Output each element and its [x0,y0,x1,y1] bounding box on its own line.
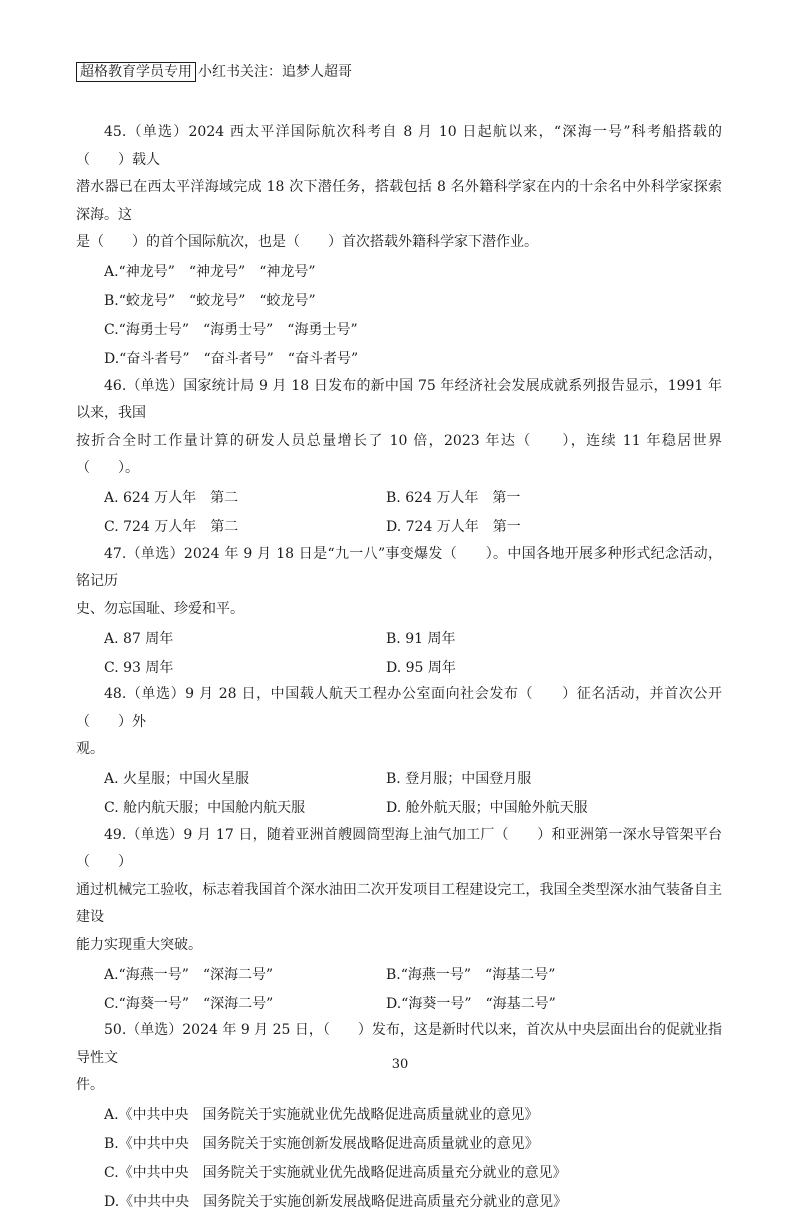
option-b: B.“蛟龙号” “蛟龙号” “蛟龙号” [104,293,316,309]
member-badge: 超格教育学员专用 [76,62,196,82]
option-c: C. 93 周年 [104,659,174,676]
page-number: 30 [391,1057,409,1072]
header-note: 小红书关注：追梦人超哥 [198,64,352,80]
option-d: D.“海葵一号” “海基二号” [386,995,556,1012]
question-46 [76,373,722,541]
question-stem: 是（ ）的首个国际航次，也是（ ）首次搭载外籍科学家下潜作业。 [76,234,538,250]
question-stem: 按折合全时工作量计算的研发人员总量增长了 10 倍，2023 年达（ ），连续 11 年稳居世界（ ）。 [76,432,722,476]
option-a: A. 火星服；中国火星服 [104,771,250,787]
option-d: D. 724 万人年 第一 [386,519,521,535]
option-c: C. 724 万人年 第二 [104,519,239,535]
option-c: C.“海勇士号” “海勇士号” “海勇士号” [104,322,358,338]
question-stem: 通过机械完工验收，标志着我国首个深水油田二次开发项目工程建设完工，我国全类型深水油气装备自主建设 [76,881,722,925]
question-45 [76,119,722,373]
option-d: D. 舱外航天服；中国舱外航天服 [386,800,588,816]
question-stem: 49.（单选）9 月 17 日，随着亚洲首艘圆筒型海上油气加工厂（ ）和亚洲第一深水导管架平台（ ） [76,826,722,870]
option-b: B. 登月服；中国登月服 [386,771,532,787]
question-50 [76,1017,722,1216]
option-b: B.“海燕一号” “海基二号” [386,966,556,983]
question-stem: 潜水器已在西太平洋海域完成 18 次下潜任务，搭载包括 8 名外籍科学家在内的十余名中外科学家探索深海。这 [76,179,722,223]
option-b: B. 624 万人年 第一 [386,490,521,506]
page-header [76,62,352,82]
option-a: A. 87 周年 [104,630,174,647]
option-c: C. 舱内航天服；中国舱内航天服 [104,800,306,816]
question-stem: 45.（单选）2024 西太平洋国际航次科考自 8 月 10 日起航以来，“深海一号”科考船搭载的（ ）载人 [76,124,722,168]
option-a: A.《中共中央 国务院关于实施就业优先战略促进高质量就业的意见》 [104,1107,539,1123]
option-c: C.《中共中央 国务院关于实施就业优先战略促进高质量充分就业的意见》 [104,1165,567,1181]
question-stem: 47.（单选）2024 年 9 月 18 日是“九一八”事变爆发（ ）。中国各地开展多种形式纪念活动，铭记历 [76,545,722,589]
question-stem: 能力实现重大突破。 [76,936,202,953]
question-48 [76,681,722,822]
option-a: A.“神龙号” “神龙号” “神龙号” [104,264,316,280]
option-d: D. 95 周年 [386,659,456,676]
option-b: B.《中共中央 国务院关于实施创新发展战略促进高质量就业的意见》 [104,1136,539,1152]
question-49 [76,822,722,1018]
option-a: A.“海燕一号” “深海二号” [104,966,274,983]
question-stem: 件。 [76,1077,104,1093]
question-list [76,119,722,1216]
question-stem: 史、勿忘国耻、珍爱和平。 [76,600,244,617]
question-47 [76,541,722,682]
question-stem: 观。 [76,741,104,757]
question-stem: 46.（单选）国家统计局 9 月 18 日发布的新中国 75 年经济社会发展成就系列报告显示，1991 年以来，我国 [76,377,722,421]
question-stem: 48.（单选）9 月 28 日，中国载人航天工程办公室面向社会发布（ ）征名活动，并首次公开（ ）外 [76,686,722,730]
option-a: A. 624 万人年 第二 [104,490,239,506]
option-b: B. 91 周年 [386,630,456,647]
option-d: D.《中共中央 国务院关于实施创新发展战略促进高质量充分就业的意见》 [104,1194,568,1210]
option-c: C.“海葵一号” “深海二号” [104,995,274,1012]
question-stem: 50.（单选）2024 年 9 月 25 日，（ ）发布，这是新时代以来，首次从中央层面出台的促就业指导性文 [76,1022,722,1066]
option-d: D.“奋斗者号” “奋斗者号” “奋斗者号” [104,351,359,367]
